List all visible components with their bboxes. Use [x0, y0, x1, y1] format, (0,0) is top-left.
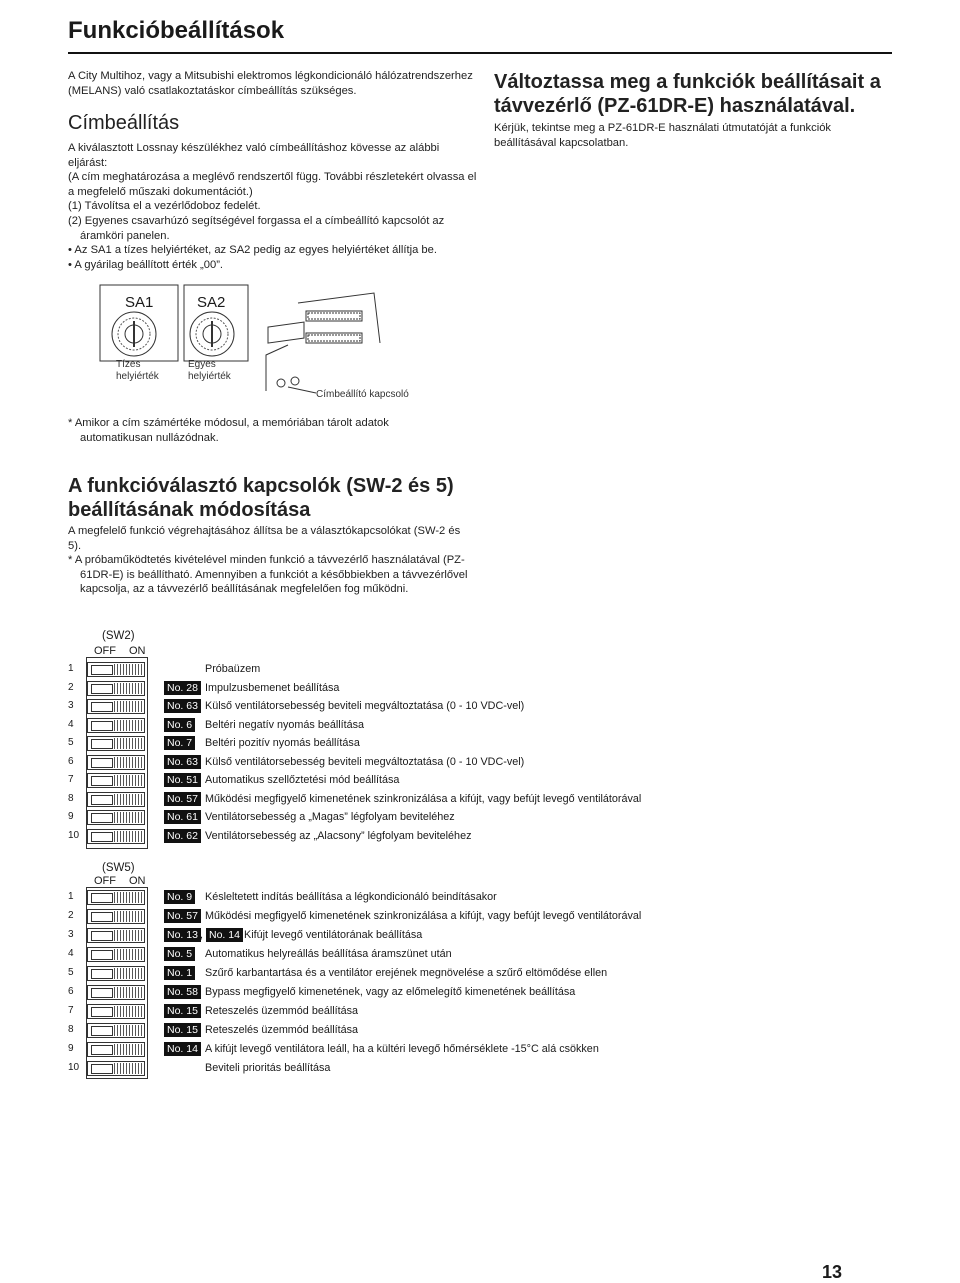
function-number-tag: No. 15 — [164, 1023, 201, 1037]
sw5-row — [68, 1003, 768, 1019]
dip-switch-knob — [91, 988, 113, 998]
dip-switch-track — [114, 775, 142, 786]
sw2-dip-switch[interactable] — [87, 810, 145, 825]
sw2-row — [68, 680, 768, 696]
sw2-row-number: 3 — [68, 700, 74, 711]
sw5-row — [68, 1060, 768, 1076]
sw5-row-description: Működési megfigyelő kimenetének szinkronizálása a kifújt, vagy befújt levegő ventilátorával — [205, 910, 642, 922]
sw5-dip-switch[interactable] — [87, 947, 145, 962]
dip-switch-knob — [91, 665, 113, 675]
sw5-row-number: 6 — [68, 986, 74, 997]
sw5-row — [68, 889, 768, 905]
sw5-row-description: A kifújt levegő ventilátora leáll, ha a kültéri levegő hőmérséklete -15°C alá csökken — [205, 1043, 599, 1055]
sw2-dip-switch[interactable] — [87, 699, 145, 714]
sw5-row-number: 4 — [68, 948, 74, 959]
dip-switch-knob — [91, 969, 113, 979]
sw2-off-label: OFF — [94, 645, 116, 657]
sw2-dip-switch[interactable] — [87, 662, 145, 677]
address-title: Címbeállítás — [68, 112, 180, 134]
dip-switch-track — [114, 683, 142, 694]
sw5-row — [68, 1022, 768, 1038]
address-line: • Az SA1 a tízes helyiértéket, az SA2 pedig az egyes helyiértéket állítja be. — [68, 244, 437, 257]
dip-switch-knob — [91, 684, 113, 694]
dip-switch-knob — [91, 950, 113, 960]
sw5-row-number: 8 — [68, 1024, 74, 1035]
sw2-row-number: 5 — [68, 737, 74, 748]
sw2-row — [68, 809, 768, 825]
page-number: 13 — [822, 1262, 843, 1282]
sw2-row-description: Beltéri pozitív nyomás beállítása — [205, 737, 360, 749]
function-number-tag: No. 51 — [164, 773, 201, 787]
dip-switch-knob — [91, 758, 113, 768]
sw2-row — [68, 717, 768, 733]
sw5-row — [68, 946, 768, 962]
sw2-row-description: Próbaüzem — [205, 663, 261, 675]
sw5-row — [68, 927, 768, 943]
sw5-row — [68, 984, 768, 1000]
switch-caption: Címbeállító kapcsoló — [316, 389, 409, 400]
dip-switch-track — [114, 831, 142, 842]
sw2-row — [68, 772, 768, 788]
sw2-row — [68, 698, 768, 714]
sw2-row-number: 9 — [68, 811, 74, 822]
sa2-caption: Egyes helyiérték — [188, 359, 231, 382]
func-title: A funkcióválasztó kapcsolók (SW-2 és 5) beállításának módosítása — [68, 475, 454, 521]
sw5-row-number: 3 — [68, 929, 74, 940]
tag-separator: , — [200, 929, 203, 941]
sw2-row-description: Működési megfigyelő kimenetének szinkronizálása a kifújt, vagy befújt levegő ventilátorával — [205, 792, 642, 805]
function-number-tag: No. 57 — [164, 909, 201, 923]
sw2-dip-switch[interactable] — [87, 718, 145, 733]
dip-switch-track — [114, 1006, 142, 1017]
dip-switch-knob — [91, 739, 113, 749]
function-number-tag: No. 15 — [164, 1004, 201, 1018]
sw2-title: (SW2) — [102, 630, 135, 642]
sw2-row — [68, 661, 768, 677]
title-rule — [68, 52, 892, 54]
dip-switch-track — [114, 812, 142, 823]
address-note: * Amikor a cím számértéke módosul, a memóriában tárolt adatok automatikusan nullázódnak. — [68, 417, 389, 444]
function-number-tag: No. 7 — [164, 736, 195, 750]
sw2-row — [68, 754, 768, 770]
sw2-row-number: 2 — [68, 681, 74, 693]
address-line: • A gyárilag beállított érték „00”. — [68, 258, 224, 271]
sw5-row-description: Automatikus helyreállás beállítása áramszünet után — [205, 948, 452, 960]
dip-switch-track — [114, 987, 142, 998]
sw5-row-description: Kifújt levegő ventilátorának beállítása — [244, 929, 423, 941]
sw5-row-number: 1 — [68, 891, 74, 902]
sa1-caption: Tízes helyiérték — [116, 359, 159, 382]
sw2-dip-switch[interactable] — [87, 755, 145, 770]
sw5-title: (SW5) — [102, 862, 135, 874]
function-number-tag: No. 5 — [164, 947, 195, 961]
dip-switch-knob — [91, 776, 113, 786]
sw2-dip-switch[interactable] — [87, 736, 145, 751]
sw5-row-number: 9 — [68, 1043, 74, 1054]
sw2-row — [68, 735, 768, 751]
sw2-row — [68, 828, 768, 844]
sw5-row — [68, 1041, 768, 1057]
dip-switch-track — [114, 664, 142, 675]
dip-switch-track — [114, 738, 142, 749]
sw2-row-number: 7 — [68, 774, 74, 785]
dip-switch-track — [114, 968, 142, 979]
sw5-dip-switch[interactable] — [87, 985, 145, 1000]
sw5-dip-switch[interactable] — [87, 966, 145, 981]
function-number-tag: No. 9 — [164, 890, 195, 904]
sw5-dip-switch[interactable] — [87, 928, 145, 943]
sw5-dip-switch[interactable] — [87, 1023, 145, 1038]
sw2-row-number: 8 — [68, 792, 74, 804]
dip-switch-knob — [91, 912, 113, 922]
sw2-row-number: 6 — [68, 755, 74, 767]
sw5-row — [68, 965, 768, 981]
sw2-row-number: 4 — [68, 718, 74, 730]
sw2-row-description: Külső ventilátorsebesség beviteli megváltoztatása (0 - 10 VDC-vel) — [205, 700, 525, 712]
sw5-dip-switch[interactable] — [87, 1042, 145, 1057]
dip-switch-track — [114, 1063, 142, 1074]
dip-switch-knob — [91, 795, 113, 805]
function-number-tag: No. 14 — [206, 928, 243, 942]
function-number-tag: No. 28 — [164, 681, 201, 695]
sw5-off-label: OFF — [94, 875, 116, 887]
sw5-dip-switch[interactable] — [87, 1004, 145, 1019]
sw2-row-number: 1 — [68, 663, 74, 674]
dip-switch-knob — [91, 832, 113, 842]
dip-switch-knob — [91, 1026, 113, 1036]
sw2-dip-switch[interactable] — [87, 829, 145, 844]
dip-switch-knob — [91, 893, 113, 903]
sw2-row-description: Automatikus szellőztetési mód beállítása — [205, 774, 400, 786]
sw5-row-description: Bypass megfigyelő kimenetének, vagy az előmelegítő kimenetének beállítása — [205, 986, 576, 998]
sw5-row-number: 5 — [68, 967, 74, 978]
sw2-row — [68, 791, 768, 807]
dip-switch-knob — [91, 1045, 113, 1055]
function-number-tag: No. 62 — [164, 829, 201, 843]
function-number-tag: No. 57 — [164, 792, 201, 806]
sw5-dip-switch[interactable] — [87, 1061, 145, 1076]
function-number-tag: No. 13 — [164, 928, 201, 942]
sw2-row-description: Ventilátorsebesség a „Magas” légfolyam beviteléhez — [205, 811, 455, 823]
sw2-row-description: Beltéri negatív nyomás beállítása — [205, 718, 365, 731]
func-text — [68, 524, 468, 597]
sw2-row-number: 10 — [68, 829, 80, 841]
address-line: (1) Távolítsa el a vezérlődoboz fedelét. — [68, 200, 261, 213]
function-number-tag: No. 58 — [164, 985, 201, 999]
sw2-row-description: Impulzusbemenet beállítása — [205, 681, 340, 694]
sw5-row-number: 10 — [68, 1062, 80, 1073]
sw2-on-label: ON — [129, 645, 146, 657]
address-steps — [68, 141, 478, 272]
function-number-tag: No. 63 — [164, 755, 201, 769]
remote-title: Változtassa meg a funkciók beállításait a távvezérlő (PZ-61DR-E) használatával. — [494, 71, 881, 117]
func-line: * A próbaműködtetés kivételével minden funkció a távvezérlő használatával (PZ-61DR-E) is beállítható. Amennyiben a funkciót a későbbiekben a távvezérlővel kapcsolja, az a távvezérlő beállításának megfelelően fog működni. — [68, 554, 468, 596]
sw5-row-description: Beviteli prioritás beállítása — [205, 1062, 331, 1074]
sw5-row-description: Szűrő karbantartása és a ventilátor erejének megnövelése a szűrő eltömődése ellen — [205, 967, 608, 979]
sw2-dip-switch[interactable] — [87, 681, 145, 696]
sw2-dip-switch[interactable] — [87, 773, 145, 788]
intro-text: A City Multihoz, vagy a Mitsubishi elektromos légkondicionáló hálózatrendszerhez (MELANS) való csatlakoztatáskor címbeállítás szükséges. — [68, 70, 473, 97]
sw5-row-description: Reteszelés üzemmód beállítása — [205, 1024, 359, 1036]
dip-switch-track — [114, 911, 142, 922]
dip-switch-track — [114, 1044, 142, 1055]
sa2-label: SA2 — [197, 294, 226, 311]
sw5-row — [68, 908, 768, 924]
dip-switch-knob — [91, 1007, 113, 1017]
address-line: (2) Egyenes csavarhúzó segítségével forgassa el a címbeállító kapcsolót az áramköri panelen. — [68, 214, 445, 242]
dip-switch-track — [114, 930, 142, 941]
sw5-dip-switch[interactable] — [87, 890, 145, 905]
sw2-dip-switch[interactable] — [87, 792, 145, 807]
dip-switch-knob — [91, 702, 113, 712]
dip-switch-knob — [91, 721, 113, 731]
sw2-row-description: Ventilátorsebesség az „Alacsony” légfolyam beviteléhez — [205, 829, 472, 842]
address-line: (A cím meghatározása a meglévő rendszertől függ. További részletekért olvassa el a megfelelő műszaki dokumentációt.) — [68, 171, 477, 198]
dip-switch-knob — [91, 931, 113, 941]
sw5-row-number: 7 — [68, 1005, 74, 1016]
sw5-dip-switch[interactable] — [87, 909, 145, 924]
remote-text: Kérjük, tekintse meg a PZ-61DR-E használati útmutatóját a funkciók beállításával kapcsolatban. — [494, 122, 832, 149]
function-number-tag: No. 61 — [164, 810, 201, 824]
dip-switch-track — [114, 949, 142, 960]
function-number-tag: No. 6 — [164, 718, 195, 732]
dip-switch-track — [114, 794, 142, 805]
function-number-tag: No. 1 — [164, 966, 195, 980]
dip-switch-track — [114, 720, 142, 731]
dip-switch-knob — [91, 1064, 113, 1074]
function-number-tag: No. 63 — [164, 699, 201, 713]
dip-switch-track — [114, 701, 142, 712]
address-line: A kiválasztott Lossnay készülékhez való címbeállításhoz kövesse az alábbi eljárást: — [68, 142, 440, 169]
sw2-row-description: Külső ventilátorsebesség beviteli megváltoztatása (0 - 10 VDC-vel) — [205, 755, 525, 768]
func-line: A megfelelő funkció végrehajtásához állítsa be a választókapcsolókat (SW-2 és 5). — [68, 525, 461, 552]
dip-switch-track — [114, 892, 142, 903]
sw5-row-description: Késleltetett indítás beállítása a légkondicionáló beindításakor — [205, 891, 497, 903]
dip-switch-knob — [91, 813, 113, 823]
page-title: Funkcióbeállítások — [68, 17, 285, 44]
sw5-row-description: Reteszelés üzemmód beállítása — [205, 1005, 359, 1017]
dip-switch-track — [114, 1025, 142, 1036]
sw5-on-label: ON — [129, 875, 146, 887]
dip-switch-track — [114, 757, 142, 768]
function-number-tag: No. 14 — [164, 1042, 201, 1056]
sw5-row-number: 2 — [68, 910, 74, 921]
sa1-label: SA1 — [125, 294, 154, 311]
